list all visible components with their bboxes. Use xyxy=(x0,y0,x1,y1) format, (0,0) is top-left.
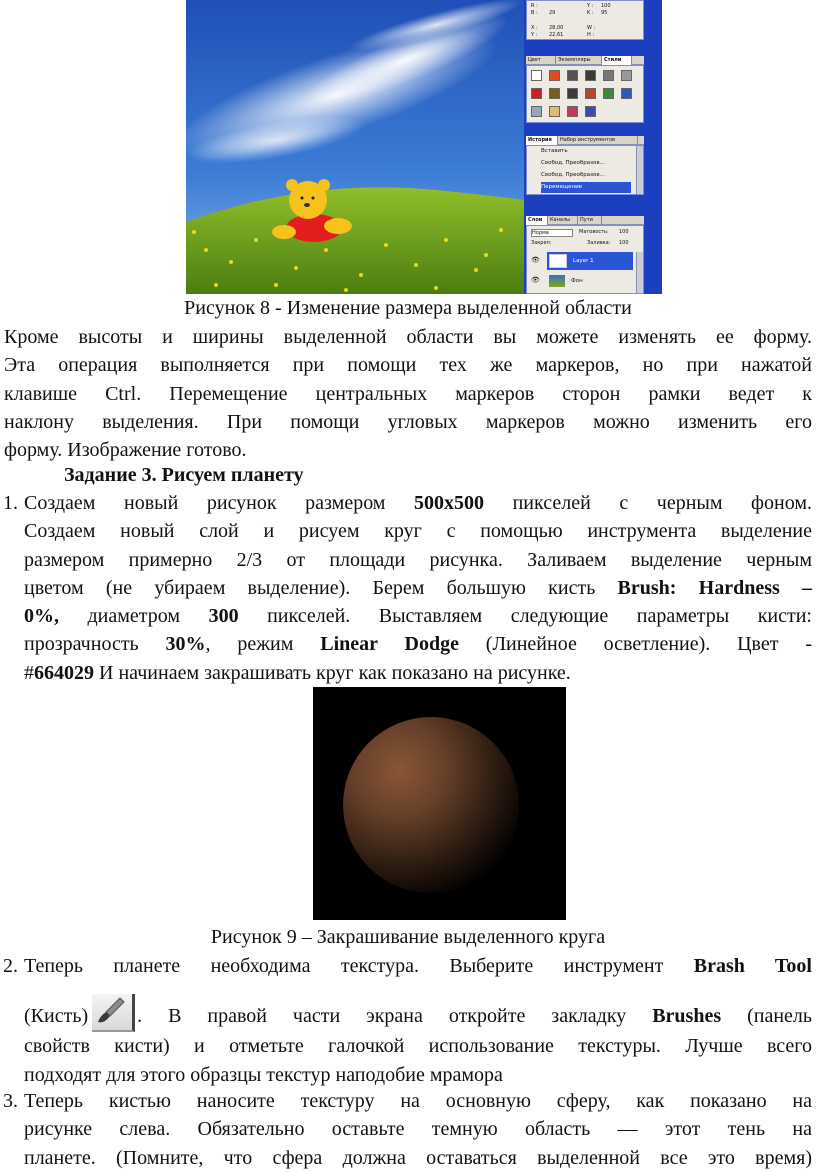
style-swatch[interactable] xyxy=(567,88,578,99)
style-swatch[interactable] xyxy=(567,70,578,81)
history-item[interactable]: Свобод. Преобразов... xyxy=(541,160,605,166)
text-line: свойств кисти) и отметьте галочкой использование текстуры. Лучше всего xyxy=(24,1035,812,1058)
style-swatch[interactable] xyxy=(549,88,560,99)
photo-sky-field-winnie xyxy=(186,0,524,294)
editor-side-panels xyxy=(524,0,662,294)
tab-actions[interactable]: Набор инструментов xyxy=(558,136,638,145)
text-line: наклону выделения. При помощи угловых маркеров можно изменить его xyxy=(4,410,812,433)
layer-name: Фон xyxy=(571,278,583,284)
text-line: Теперь планете необходима текстура. Выберите инструмент Brash Tool xyxy=(24,955,812,977)
styles-tabs xyxy=(526,56,644,65)
planet-sphere xyxy=(313,687,566,920)
text-line: планете. (Помните, что сфера должна оставаться выделенной все это время) xyxy=(24,1146,812,1169)
brush-tool-icon xyxy=(92,994,135,1032)
layers-scrollbar[interactable] xyxy=(636,252,643,293)
eye-icon[interactable]: 👁 xyxy=(531,276,540,284)
task-3-heading: Задание 3. Рисуем планету xyxy=(64,464,304,486)
style-swatch[interactable] xyxy=(531,106,542,117)
blend-mode-select[interactable]: Норма xyxy=(531,229,573,237)
style-swatch[interactable] xyxy=(531,88,542,99)
eye-icon[interactable]: 👁 xyxy=(531,256,540,264)
fill-label: Заливка: xyxy=(587,240,611,246)
history-item[interactable]: Вставить xyxy=(541,148,568,154)
list-number: 2. xyxy=(3,955,18,977)
layer-row[interactable] xyxy=(547,272,633,290)
history-list xyxy=(526,145,644,195)
history-item-selected[interactable]: Перемещение xyxy=(541,182,631,193)
text-line: подходят для этого образцы текстур наподобие мрамора xyxy=(24,1063,503,1086)
figure-9-planet-image xyxy=(313,687,566,920)
text-line: #664029 И начинаем закрашивать круг как показано на рисунке. xyxy=(24,661,571,684)
lock-label: Закреп: xyxy=(531,240,552,246)
style-swatch[interactable] xyxy=(621,70,632,81)
style-swatch[interactable] xyxy=(567,106,578,117)
history-scrollbar[interactable] xyxy=(636,146,643,194)
layer-thumbnail xyxy=(549,275,565,287)
tab-layers[interactable]: Слои xyxy=(526,216,548,225)
text-line: прозрачность 30%, режим Linear Dodge (Линейное осветление). Цвет - xyxy=(24,633,812,656)
style-swatch[interactable] xyxy=(585,70,596,81)
style-swatch[interactable] xyxy=(603,70,614,81)
info-panel xyxy=(526,0,644,40)
paragraph-selection-shape xyxy=(4,323,812,464)
figure-8-screenshot xyxy=(186,0,662,294)
list-number: 1. xyxy=(3,492,18,514)
style-swatch[interactable] xyxy=(603,88,614,99)
w-label: W : xyxy=(587,25,596,31)
opacity-label: Матовость: xyxy=(579,229,609,235)
b-label: B : xyxy=(531,10,538,16)
style-swatch[interactable] xyxy=(549,70,560,81)
tab-channels[interactable]: Каналы xyxy=(548,216,578,225)
b-value: 29 xyxy=(549,10,556,16)
history-tabs xyxy=(526,136,644,145)
history-item[interactable]: Свобод. Преобразов... xyxy=(541,172,605,178)
h-label: H : xyxy=(587,32,595,38)
tab-paths[interactable]: Пути xyxy=(578,216,602,225)
text-line: Кроме высоты и ширины выделенной области вы можете изменять ее форму. xyxy=(4,326,812,348)
x-value: 28,00 xyxy=(549,25,564,31)
x-label: X : xyxy=(531,25,538,31)
figure-9-caption: Рисунок 9 – Закрашивание выделенного круга xyxy=(210,926,606,948)
text-line: рисунке слева. Обязательно оставьте темную область — этот тень на xyxy=(24,1118,812,1141)
text-line: Теперь кистью наносите текстуру на основную сферу, как показано на xyxy=(24,1090,812,1112)
style-swatch[interactable] xyxy=(531,70,542,81)
layers-tabs xyxy=(526,216,644,225)
text-line: (Кисть) . В правой части экрана откройте закладку Brushes (панель xyxy=(24,994,812,1032)
text-line: 0%, диаметром 300 пикселей. Выставляем следующие параметры кисти: xyxy=(24,605,812,628)
style-swatch[interactable] xyxy=(585,106,596,117)
style-swatch[interactable] xyxy=(585,88,596,99)
tab-swatches[interactable]: Экземпляры xyxy=(556,56,602,65)
k-value: 95 xyxy=(601,10,608,16)
text-line: Создаем новый слой и рисуем круг с помощью инструмента выделение xyxy=(24,520,812,543)
k-label: K : xyxy=(587,10,594,16)
text-line: клавише Ctrl. Перемещение центральных маркеров сторон рамки ведет к xyxy=(4,382,812,405)
opacity-value[interactable]: 100 xyxy=(619,229,629,235)
y-value: 100 xyxy=(601,3,611,9)
text-line: Создаем новый рисунок размером 500x500 пикселей с черным фоном. xyxy=(24,492,812,514)
fill-value[interactable]: 100 xyxy=(619,240,629,246)
y-label: Y : xyxy=(587,3,594,9)
layer-thumbnail xyxy=(549,254,567,268)
tab-styles[interactable]: Стили xyxy=(602,56,632,65)
tab-history[interactable]: История xyxy=(526,136,558,145)
text-line: Эта операция выполняется при помощи тех же маркеров, но при нажатой xyxy=(4,354,812,377)
text-line: размером примерно 2/3 от площади рисунка. Заливаем выделение черным xyxy=(24,548,812,571)
y2-label: Y : xyxy=(531,32,538,38)
list-number: 3. xyxy=(3,1090,18,1112)
tab-color[interactable]: Цвет xyxy=(526,56,556,65)
r-label: R : xyxy=(531,3,538,9)
text-line: цветом (не убираем выделение). Берем большую кисть Brush: Hardness – xyxy=(24,576,812,599)
style-swatch[interactable] xyxy=(621,88,632,99)
y2-value: 22,61 xyxy=(549,32,564,38)
text-line: форму. Изображение готово. xyxy=(4,439,247,462)
styles-grid xyxy=(526,65,644,123)
figure-8-caption: Рисунок 8 - Изменение размера выделенной области xyxy=(184,297,632,319)
layer-name: Layer 1 xyxy=(573,258,594,264)
style-swatch[interactable] xyxy=(549,106,560,117)
layer-row-selected[interactable] xyxy=(547,252,633,270)
layers-panel xyxy=(526,225,644,294)
